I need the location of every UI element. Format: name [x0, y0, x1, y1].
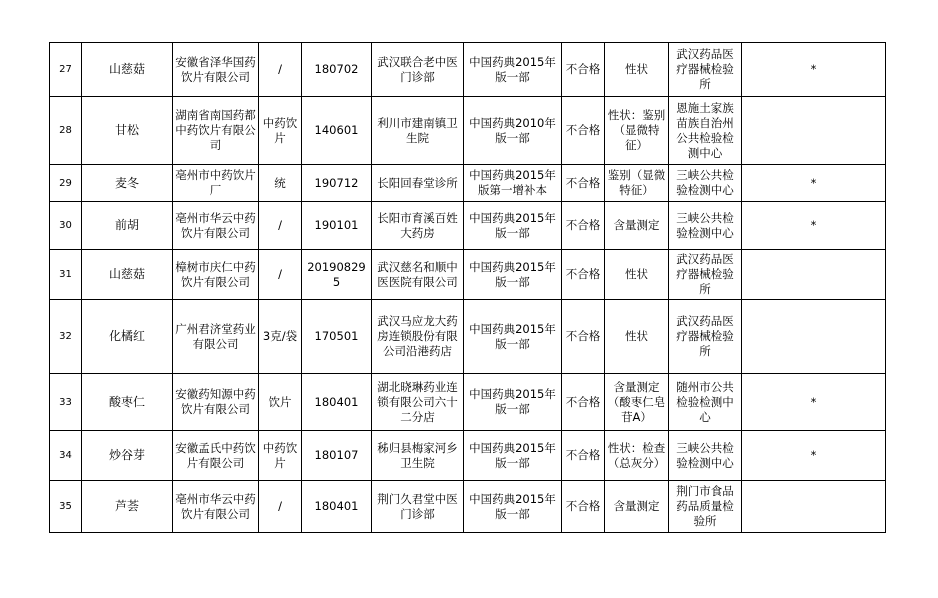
failed-item: 性状：检查（总灰分） [605, 431, 669, 481]
batch-number: 190101 [302, 202, 372, 250]
sampled-unit: 湖北晓琳药业连锁有限公司六十二分店 [372, 374, 464, 431]
batch-number: 180107 [302, 431, 372, 481]
specification: / [259, 43, 302, 97]
testing-agency: 三峡公共检验检测中心 [669, 202, 742, 250]
note [742, 300, 886, 374]
table-row [50, 202, 886, 250]
sampled-unit: 利川市建南镇卫生院 [372, 97, 464, 165]
standard: 中国药典2015年版一部 [464, 300, 562, 374]
product-name: 芦荟 [82, 481, 173, 533]
product-name: 山慈菇 [82, 43, 173, 97]
product-name: 前胡 [82, 202, 173, 250]
row-number: 33 [50, 374, 82, 431]
manufacturer: 樟树市庆仁中药饮片有限公司 [173, 250, 259, 300]
batch-number: 201908295 [302, 250, 372, 300]
result: 不合格 [562, 97, 605, 165]
result: 不合格 [562, 431, 605, 481]
sampled-unit: 荆门久君堂中医门诊部 [372, 481, 464, 533]
table-row [50, 431, 886, 481]
failed-item: 鉴别（显微特征） [605, 165, 669, 202]
batch-number: 190712 [302, 165, 372, 202]
result: 不合格 [562, 202, 605, 250]
manufacturer: 安徽药知源中药饮片有限公司 [173, 374, 259, 431]
row-number: 29 [50, 165, 82, 202]
results-table [49, 42, 886, 533]
failed-item: 性状 [605, 300, 669, 374]
product-name: 甘松 [82, 97, 173, 165]
sampled-unit: 秭归县梅家河乡卫生院 [372, 431, 464, 481]
product-name: 酸枣仁 [82, 374, 173, 431]
batch-number: 180401 [302, 481, 372, 533]
standard: 中国药典2010年版一部 [464, 97, 562, 165]
testing-agency: 武汉药品医疗器械检验所 [669, 300, 742, 374]
product-name: 炒谷芽 [82, 431, 173, 481]
manufacturer: 亳州市中药饮片厂 [173, 165, 259, 202]
testing-agency: 恩施土家族苗族自治州公共检验检测中心 [669, 97, 742, 165]
standard: 中国药典2015年版第一增补本 [464, 165, 562, 202]
result: 不合格 [562, 43, 605, 97]
note: * [742, 202, 886, 250]
standard: 中国药典2015年版一部 [464, 431, 562, 481]
manufacturer: 广州君济堂药业有限公司 [173, 300, 259, 374]
row-number: 27 [50, 43, 82, 97]
specification: 中药饮片 [259, 431, 302, 481]
table-row [50, 481, 886, 533]
note [742, 97, 886, 165]
table-row [50, 97, 886, 165]
sampled-unit: 武汉马应龙大药房连锁股份有限公司沿港药店 [372, 300, 464, 374]
table-row [50, 250, 886, 300]
note: * [742, 374, 886, 431]
batch-number: 180401 [302, 374, 372, 431]
manufacturer: 湖南省南国药都中药饮片有限公司 [173, 97, 259, 165]
specification: 中药饮片 [259, 97, 302, 165]
failed-item: 含量测定 [605, 202, 669, 250]
testing-agency: 荆门市食品药品质量检验所 [669, 481, 742, 533]
standard: 中国药典2015年版一部 [464, 202, 562, 250]
table-row [50, 165, 886, 202]
sampled-unit: 武汉慈名和顺中医医院有限公司 [372, 250, 464, 300]
row-number: 32 [50, 300, 82, 374]
failed-item: 含量测定（酸枣仁皂苷A） [605, 374, 669, 431]
specification: 统 [259, 165, 302, 202]
product-name: 山慈菇 [82, 250, 173, 300]
specification: / [259, 202, 302, 250]
specification: / [259, 481, 302, 533]
batch-number: 140601 [302, 97, 372, 165]
sampled-unit: 长阳市育溪百姓大药房 [372, 202, 464, 250]
result: 不合格 [562, 165, 605, 202]
failed-item: 性状 [605, 43, 669, 97]
manufacturer: 亳州市华云中药饮片有限公司 [173, 202, 259, 250]
product-name: 化橘红 [82, 300, 173, 374]
result: 不合格 [562, 374, 605, 431]
testing-agency: 三峡公共检验检测中心 [669, 431, 742, 481]
result: 不合格 [562, 481, 605, 533]
manufacturer: 安徽省泽华国药饮片有限公司 [173, 43, 259, 97]
row-number: 35 [50, 481, 82, 533]
batch-number: 180702 [302, 43, 372, 97]
note: * [742, 431, 886, 481]
manufacturer: 亳州市华云中药饮片有限公司 [173, 481, 259, 533]
row-number: 34 [50, 431, 82, 481]
result: 不合格 [562, 250, 605, 300]
note [742, 481, 886, 533]
row-number: 31 [50, 250, 82, 300]
manufacturer: 安徽孟氏中药饮片有限公司 [173, 431, 259, 481]
row-number: 30 [50, 202, 82, 250]
standard: 中国药典2015年版一部 [464, 250, 562, 300]
table-row [50, 300, 886, 374]
failed-item: 性状 [605, 250, 669, 300]
standard: 中国药典2015年版一部 [464, 481, 562, 533]
standard: 中国药典2015年版一部 [464, 374, 562, 431]
note: * [742, 43, 886, 97]
sampled-unit: 长阳回春堂诊所 [372, 165, 464, 202]
note: * [742, 165, 886, 202]
specification: 3克/袋 [259, 300, 302, 374]
specification: 饮片 [259, 374, 302, 431]
testing-agency: 武汉药品医疗器械检验所 [669, 250, 742, 300]
standard: 中国药典2015年版一部 [464, 43, 562, 97]
testing-agency: 武汉药品医疗器械检验所 [669, 43, 742, 97]
sampled-unit: 武汉联合老中医门诊部 [372, 43, 464, 97]
row-number: 28 [50, 97, 82, 165]
result: 不合格 [562, 300, 605, 374]
batch-number: 170501 [302, 300, 372, 374]
note [742, 250, 886, 300]
product-name: 麦冬 [82, 165, 173, 202]
failed-item: 含量测定 [605, 481, 669, 533]
table-row [50, 43, 886, 97]
failed-item: 性状：鉴别（显微特征） [605, 97, 669, 165]
testing-agency: 随州市公共检验检测中心 [669, 374, 742, 431]
testing-agency: 三峡公共检验检测中心 [669, 165, 742, 202]
specification: / [259, 250, 302, 300]
table-row [50, 374, 886, 431]
